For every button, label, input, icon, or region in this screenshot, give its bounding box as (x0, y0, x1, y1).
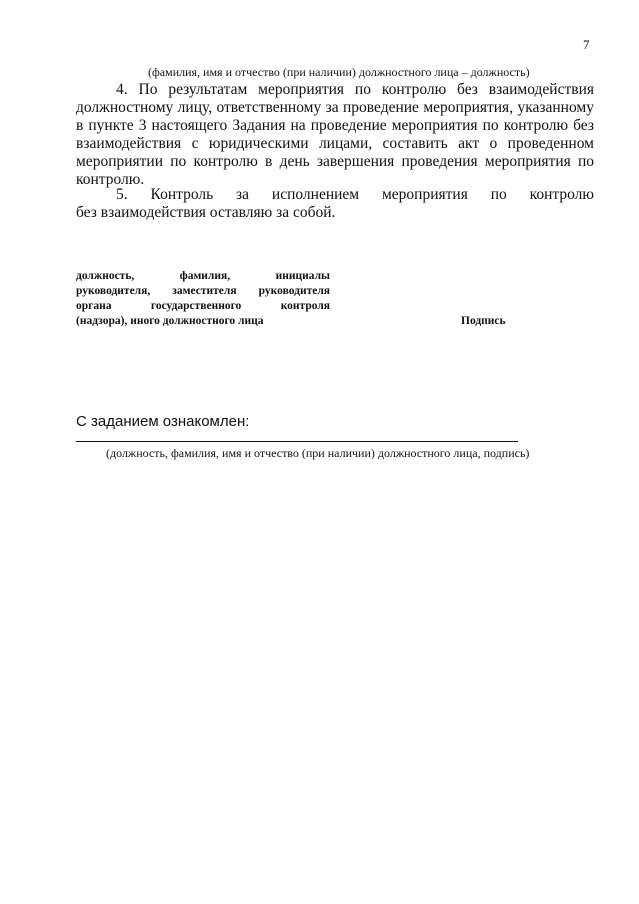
paragraph-4: 4. По результатам мероприятия по контролю без взаимодействия должностному лицу, ответственному за проведение мероприятия, указанному в пункте 3 настоящего Задания на проведение мероприятия по контролю без взаимодействия с юридическими лицами, составить акт о проведенном мероприятии по контролю в день завершения проведения мероприятия по контролю. (76, 81, 594, 188)
signatory-line-3: органа государственного контроля (76, 300, 330, 312)
signatory-position-block (76, 269, 330, 329)
acknowledgement-caption: (должность, фамилия, имя и отчество (при наличии) должностного лица, подпись) (106, 446, 530, 460)
page-number: 7 (583, 37, 590, 52)
signatory-line-1: должность, фамилия, инициалы (76, 270, 330, 282)
paragraph-5-line-2: без взаимодействия оставляю за собой. (76, 204, 336, 221)
official-name-caption: (фамилия, имя и отчество (при наличии) должностного лица – должность) (148, 65, 530, 79)
acknowledgement-label: С заданием ознакомлен: (76, 413, 250, 430)
signatory-line-4: (надзора), иного должностного лица (76, 315, 264, 327)
signature-label: Подпись (461, 315, 506, 327)
paragraph-5 (76, 186, 594, 222)
signatory-line-2: руководителя, заместителя руководителя (76, 285, 330, 297)
acknowledgement-signature-line (76, 441, 518, 442)
paragraph-5-line-1: 5. Контроль за исполнением мероприятия по контролю (116, 186, 594, 203)
